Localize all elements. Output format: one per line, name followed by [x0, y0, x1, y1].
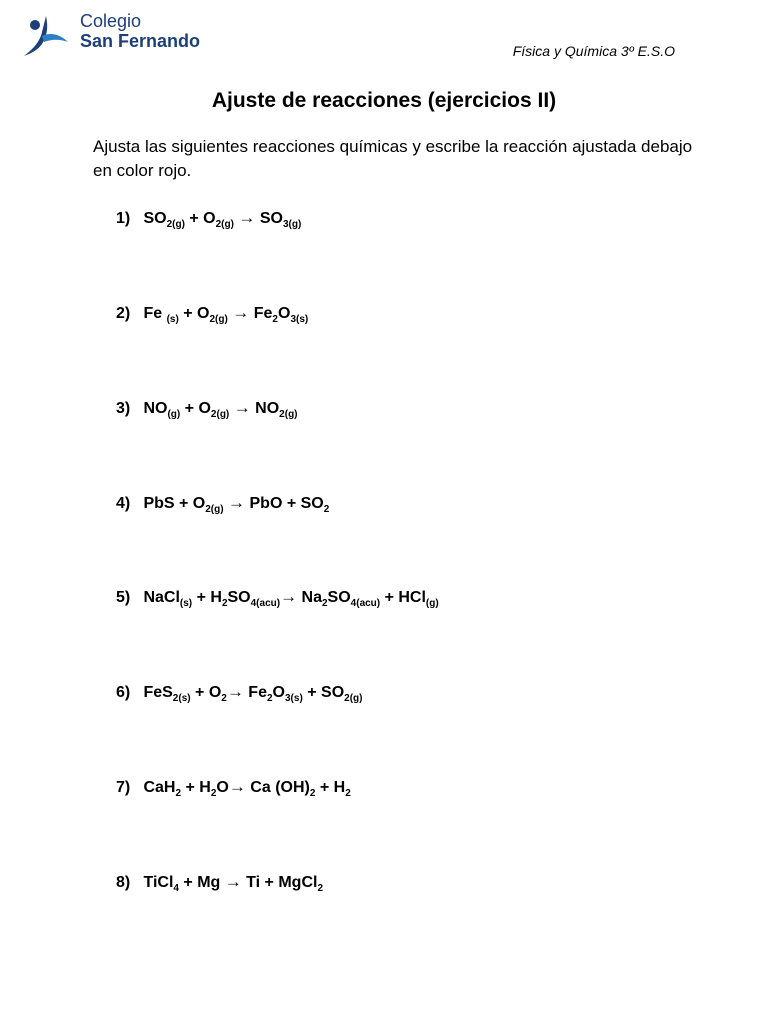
- school-logo: [22, 10, 222, 60]
- reaction: TiCl$_4$ + Mg → Ti + MgCl$_2$: [143, 872, 324, 894]
- header-subject: Física y Química 3º E.S.O: [512, 43, 675, 59]
- school-emblem-icon: [22, 12, 72, 58]
- logo-line-2: San Fernando: [80, 31, 201, 51]
- reaction: $FeS_{2(s)} + O_2\to Fe_2O_{3(s)} + SO_{2(g)}$: [143, 682, 363, 704]
- page-title: Ajuste de reacciones (ejercicios II): [211, 89, 557, 112]
- exercise-4: [116, 493, 329, 513]
- instructions: Ajusta las siguientes reacciones químicas y escribe la reacción ajustada debajo en color rojo.: [93, 137, 693, 180]
- reaction: $CaH_2 + H_2O\to Ca$ $(OH)_2 + H_2$: [143, 777, 351, 799]
- exercise-number: 1): [116, 210, 131, 227]
- exercise-8: [116, 872, 323, 892]
- exercise-number: 2): [116, 305, 131, 322]
- exercise-3: [116, 398, 298, 418]
- exercise-number: 4): [116, 495, 131, 512]
- exercise-5: [116, 587, 439, 607]
- exercise-number: 7): [116, 779, 131, 796]
- reaction: $NO_{(g)} + O_{2(g)} \to NO_{2(g)}$: [143, 398, 298, 420]
- reaction: NaCl$_{(s)}$ + $H_2SO_{4(acu)}\to Na_2SO_{4(acu)} + HCl_{(g)}$: [143, 587, 439, 609]
- reaction: Fe $_{(s)} + O_{2(g)} \to Fe_2O_{3(s)}$: [143, 303, 309, 325]
- exercise-number: 5): [116, 589, 131, 606]
- exercise-1: [116, 208, 301, 228]
- reaction: PbS + $O_{2(g)}$ → PbO + $SO_2$: [143, 493, 330, 515]
- exercise-6: [116, 682, 362, 702]
- exercise-number: 8): [116, 874, 131, 891]
- exercise-number: 6): [116, 684, 131, 701]
- exercise-7: [116, 777, 351, 797]
- exercise-number: 3): [116, 400, 131, 417]
- logo-line-1: Colegio: [80, 11, 142, 31]
- reaction: $SO_{2(g)} + O_{2(g)} \to SO_{3(g)}$: [143, 208, 302, 230]
- exercise-2: [116, 303, 308, 323]
